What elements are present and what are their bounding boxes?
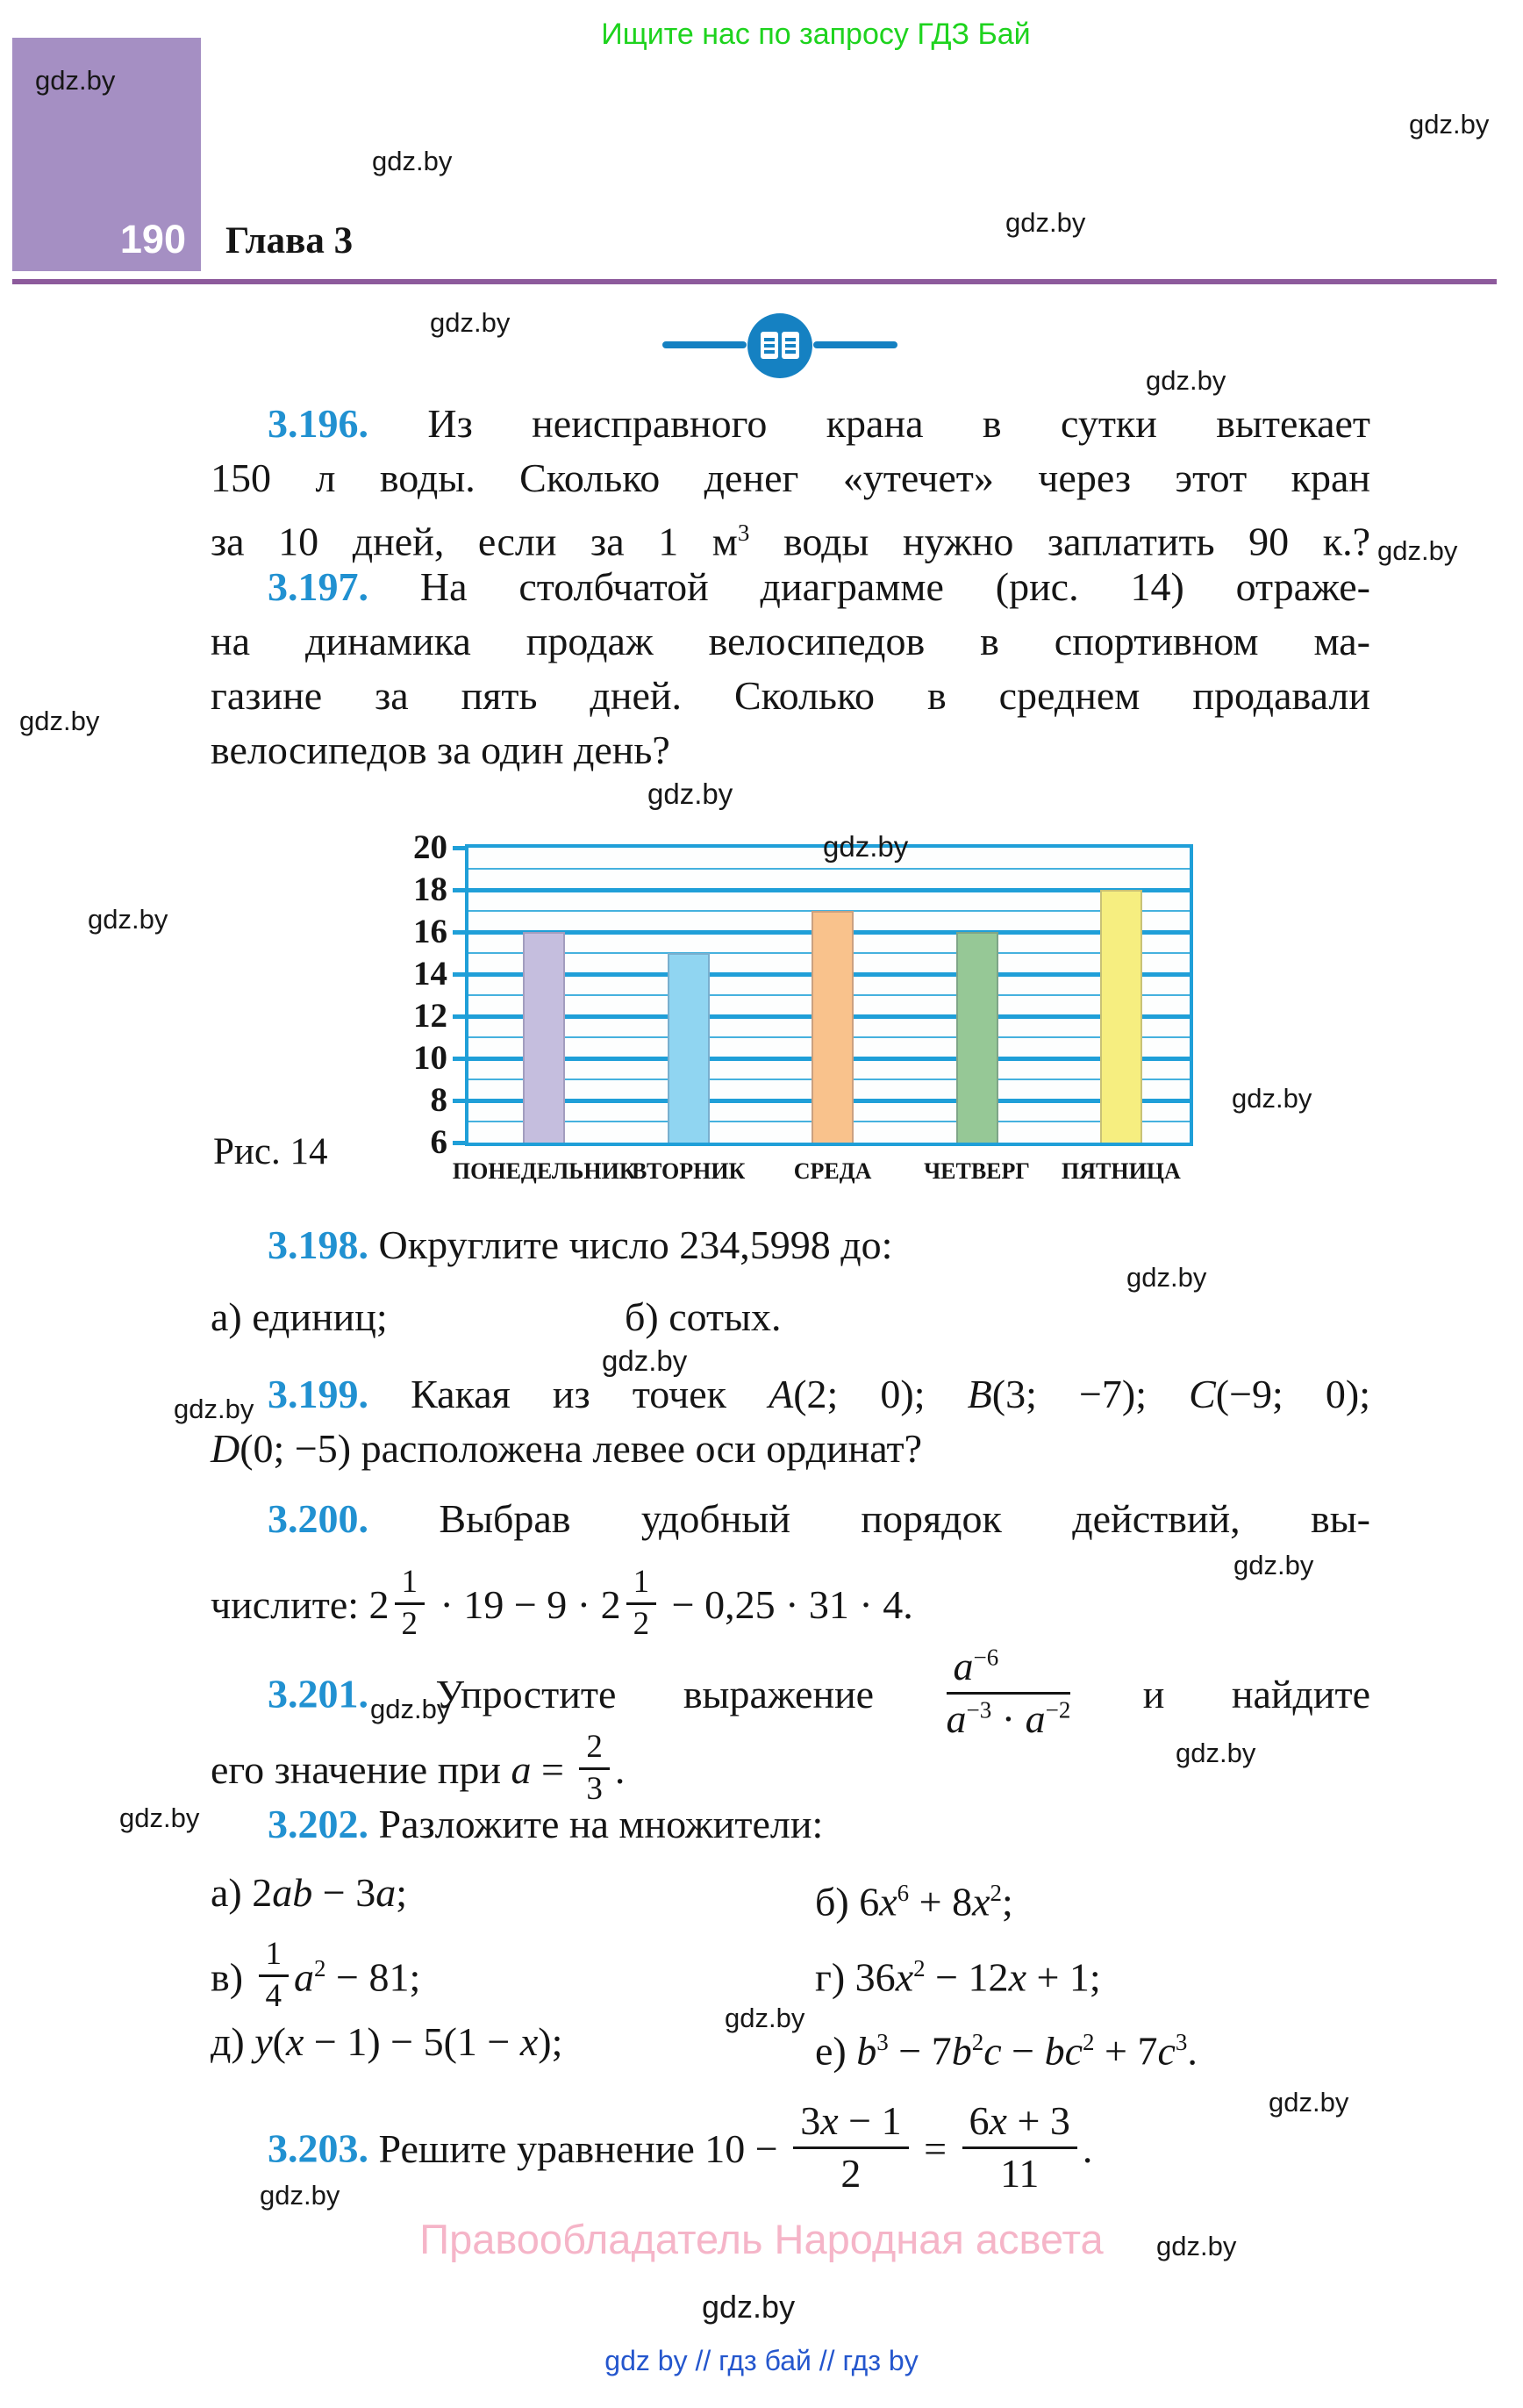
problem-number: 3.196.: [268, 401, 368, 446]
x-axis-label: ПЯТНИЦА: [1062, 1158, 1181, 1184]
problem-3-203: 3.203. Решите уравнение 10 − $\frac{3x - 1}{2}$ = $\frac{6x + 3}{11}$ .: [268, 2098, 1093, 2196]
problem-line: 150 л воды. Сколько денег «утечет» через этот кран: [211, 455, 1370, 500]
problem-line: велосипедов за один день?: [211, 727, 670, 772]
y-axis-label: 8: [430, 1081, 447, 1119]
bar-chart-figure: [413, 828, 1193, 1184]
gdz-watermark: gdz.by: [119, 1802, 200, 1833]
y-axis-tick: [453, 1057, 468, 1061]
gdz-watermark: gdz.by: [1269, 2087, 1349, 2118]
gdz-watermark: gdz.by: [1176, 1738, 1256, 1768]
problem-number: 3.202.: [268, 1802, 368, 1846]
gdz-watermark: gdz.by: [1146, 365, 1226, 396]
problem-line: 3.197. На столбчатой диаграмме (рис. 14) отраже-: [268, 564, 1370, 609]
gridline: [468, 868, 1190, 870]
bar-ПОНЕДЕЛЬНИК: [523, 932, 565, 1143]
y-axis-label: 12: [413, 997, 447, 1035]
y-axis-tick: [453, 1141, 468, 1145]
problem-line: газине за пять дней. Сколько в среднем продавали: [211, 673, 1370, 718]
problem-item-b: б) $6x^6 + 8x^2$;: [815, 1879, 1013, 1924]
problem-number: 3.198.: [268, 1222, 368, 1267]
promo-banner-text: Ищите нас по запросу ГДЗ Бай: [601, 18, 1031, 51]
gdz-watermark: gdz.by: [1409, 109, 1490, 140]
x-axis-label: ЧЕТВЕРГ: [924, 1158, 1030, 1184]
x-axis-label: ВТОРНИК: [632, 1158, 746, 1184]
problem-formula: числите: 2 $\frac{1}{2}$ · 19 − 9 · 2 $\frac{1}{2}$ − 0,25 · 31 · 4.: [211, 1564, 913, 1642]
problem-number: 3.197.: [268, 564, 368, 609]
problem-number: 3.200.: [268, 1496, 368, 1541]
gdz-watermark: gdz.by: [602, 1344, 688, 1377]
y-axis-tick: [453, 1014, 468, 1019]
problem-line: D(0; −5) расположена левее оси ординат?: [211, 1426, 922, 1471]
problem-line: за 10 дней, если за 1 $м^3$ воды нужно заплатить 90 к.?: [211, 519, 1370, 564]
problem-item-g: г) $36x^2 - 12x + 1$;: [815, 1954, 1101, 2000]
problem-number: 3.199.: [268, 1372, 368, 1416]
gdz-watermark: gdz.by: [1005, 207, 1086, 238]
gdz-watermark: gdz.by: [430, 307, 511, 338]
problem-line: 3.199. Какая из точек A(2; 0); B(3; −7); C(−9; 0);: [268, 1372, 1371, 1416]
problem-line: на динамика продаж велосипедов в спортивном ма-: [211, 619, 1370, 663]
problem-item-v: в) $\frac{1}{4}$ $a^2 - 81$;: [211, 1936, 421, 2015]
problem-item-a: а) 2ab − 3a;: [211, 1870, 407, 1915]
gdz-watermark: gdz.by: [1232, 1083, 1312, 1114]
y-axis-tick: [453, 846, 468, 850]
gdz-watermark: gdz.by: [1156, 2231, 1237, 2261]
divider-dash-left: [662, 341, 747, 348]
problem-item-a: а) единиц;: [211, 1294, 388, 1339]
problem-formula: его значение при a = $\frac{2}{3}$ .: [211, 1729, 626, 1807]
problem-line: 3.201. Упростите выражение $\frac{a^{-6}}{a^{-3} \cdot a^{-2}}$ и найдите: [268, 1644, 1371, 1741]
y-axis-tick: [453, 930, 468, 935]
y-axis-tick: [453, 972, 468, 977]
gdz-watermark: gdz.by: [88, 904, 168, 935]
gdz-watermark: gdz.by: [1377, 535, 1458, 566]
gdz-watermark: gdz.by: [647, 778, 733, 810]
divider-dash-right: [813, 341, 897, 348]
gdz-watermark: gdz.by: [823, 830, 909, 863]
chart-plot-area: [413, 828, 1193, 1184]
y-axis-tick: [453, 888, 468, 892]
problem-item-b: б) сотых.: [625, 1294, 782, 1339]
gdz-watermark: gdz.by: [1233, 1550, 1314, 1580]
problem-line: 3.202. Разложите на множители:: [268, 1802, 824, 1846]
gdz-watermark: gdz.by: [19, 706, 100, 736]
problem-line: 3.196. Из неисправного крана в сутки вытекает: [268, 401, 1371, 446]
y-axis-tick: [453, 1099, 468, 1103]
problem-number: 3.203.: [268, 2125, 368, 2171]
gdz-watermark: gdz.by: [1126, 1262, 1207, 1293]
problem-3-199: [211, 1367, 1370, 1476]
problem-line: 3.200. Выбрав удобный порядок действий, вы-: [268, 1496, 1370, 1541]
open-book-icon: [747, 313, 812, 378]
gdz-watermark: gdz.by: [174, 1394, 254, 1424]
y-axis-label: 14: [413, 955, 447, 993]
problem-item-e: е) $b^3 - 7b^2c - bc^2 + 7c^3$.: [815, 2028, 1198, 2074]
figure-caption: Рис. 14: [213, 1131, 328, 1172]
bar-ЧЕТВЕРГ: [956, 932, 998, 1143]
page-number: 190: [119, 217, 186, 262]
copyright-line: Правообладатель Народная асвета: [419, 2216, 1104, 2262]
y-axis-label: 16: [413, 913, 447, 950]
footer-tags: gdz by // гдз бай // гдз by: [604, 2345, 919, 2376]
gdz-watermark: gdz.by: [725, 2003, 805, 2033]
gdz-watermark: gdz.by: [702, 2289, 796, 2325]
problem-number: 3.201.: [268, 1671, 368, 1716]
gdz-watermark: gdz.by: [372, 146, 453, 176]
problem-3-196: [211, 397, 1370, 569]
y-axis-label: 20: [413, 828, 447, 866]
x-axis-label: ПОНЕДЕЛЬНИК: [452, 1158, 636, 1184]
y-axis-label: 10: [413, 1039, 447, 1077]
problem-3-197: [211, 560, 1370, 778]
header-rule: [12, 279, 1497, 284]
chapter-title: Глава 3: [225, 220, 354, 262]
gdz-watermark: gdz.by: [370, 1694, 451, 1724]
problem-3-200: [211, 1492, 1370, 1546]
problem-line: 3.198. Округлите число 234,5998 до:: [268, 1222, 893, 1267]
bar-СРЕДА: [812, 911, 854, 1143]
gdz-watermark: gdz.by: [260, 2180, 340, 2211]
gdz-watermark: gdz.by: [35, 65, 116, 96]
y-axis-label: 18: [413, 871, 447, 908]
bar-ВТОРНИК: [668, 953, 710, 1143]
problem-3-202: [211, 1797, 1370, 1852]
bar-ПЯТНИЦА: [1100, 890, 1142, 1143]
y-axis-label: 6: [430, 1123, 447, 1161]
gridline: [468, 888, 1190, 892]
problem-item-d: д) y(x − 1) − 5(1 − x);: [211, 2019, 563, 2064]
x-axis-label: СРЕДА: [793, 1158, 872, 1184]
